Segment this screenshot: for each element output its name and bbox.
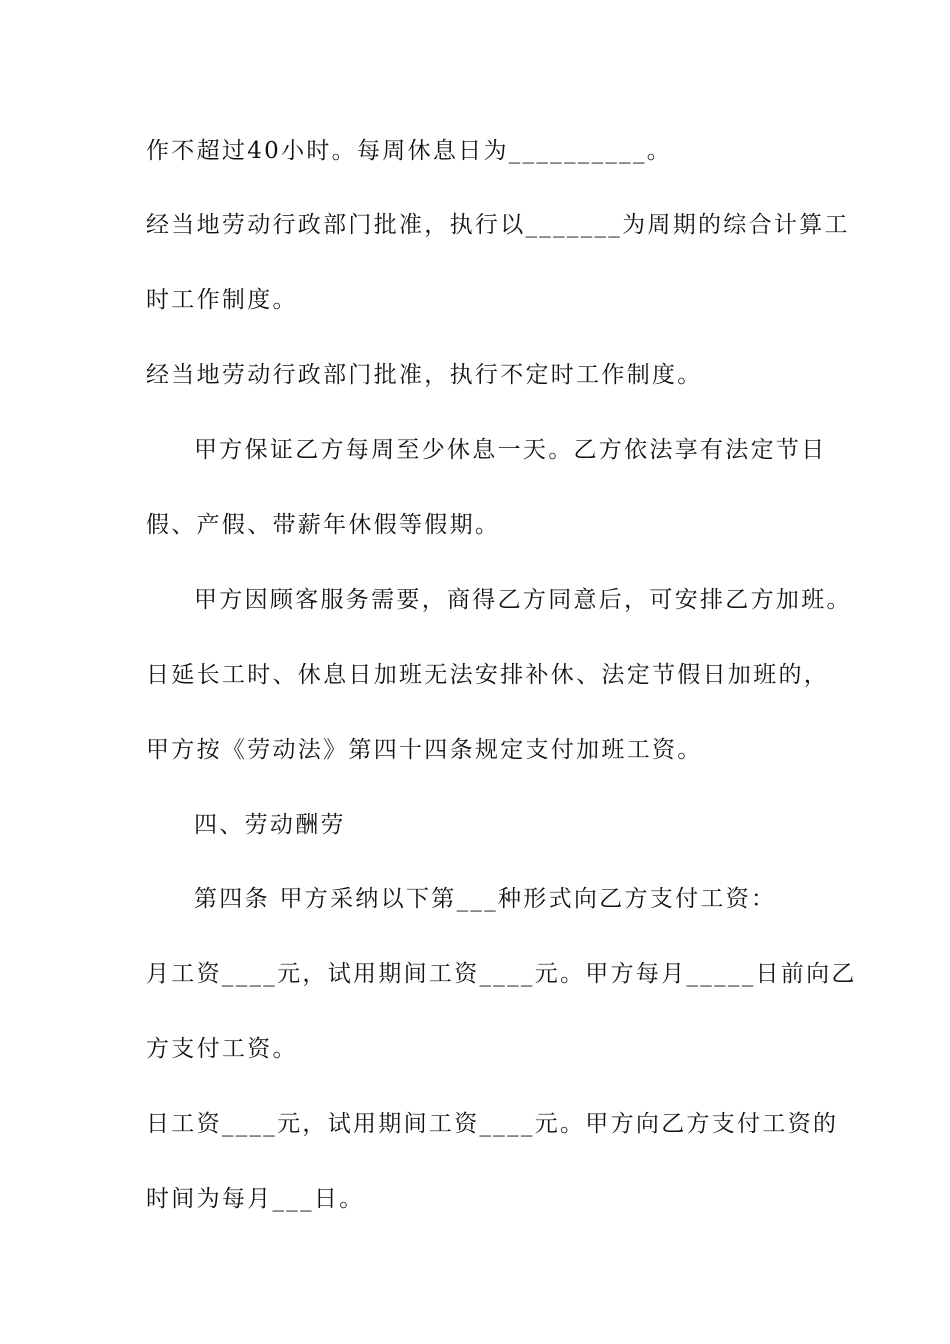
text-line-monthly-wage: 月工资____元，试用期间工资____元。甲方每月_____日前向乙 bbox=[146, 961, 857, 987]
text-line-overtime-pay: 甲方按《劳动法》第四十四条规定支付加班工资。 bbox=[146, 737, 703, 763]
text-line-irregular-hours: 经当地劳动行政部门批准，执行不定时工作制度。 bbox=[146, 362, 703, 388]
text-line-daily-wage: 日工资____元，试用期间工资____元。甲方向乙方支付工资的 bbox=[146, 1111, 839, 1137]
text-line-comprehensive-hours: 经当地劳动行政部门批准，执行以_______为周期的综合计算工 bbox=[146, 212, 850, 238]
text-line-monthly-wage-cont: 方支付工资。 bbox=[146, 1036, 298, 1062]
text-line-overtime-arrangement: 甲方因顾客服务需要，商得乙方同意后，可安排乙方加班。 bbox=[194, 587, 852, 613]
text-line-holidays: 假、产假、带薪年休假等假期。 bbox=[146, 512, 501, 538]
section-heading-remuneration: 四、劳动酬劳 bbox=[194, 812, 346, 838]
text-line-overtime-conditions: 日延长工时、休息日加班无法安排补休、法定节假日加班的， bbox=[146, 662, 830, 688]
text-line-article-four: 第四条 甲方采纳以下第___种形式向乙方支付工资： bbox=[194, 886, 777, 912]
text-line-rest-guarantee: 甲方保证乙方每周至少休息一天。乙方依法享有法定节日 bbox=[194, 437, 827, 463]
text-line-working-system: 时工作制度。 bbox=[146, 287, 298, 313]
text-line-pay-date: 时间为每月___日。 bbox=[146, 1186, 365, 1212]
text-line-weekly-rest-day: 作不超过40小时。每周休息日为__________。 bbox=[146, 138, 673, 164]
